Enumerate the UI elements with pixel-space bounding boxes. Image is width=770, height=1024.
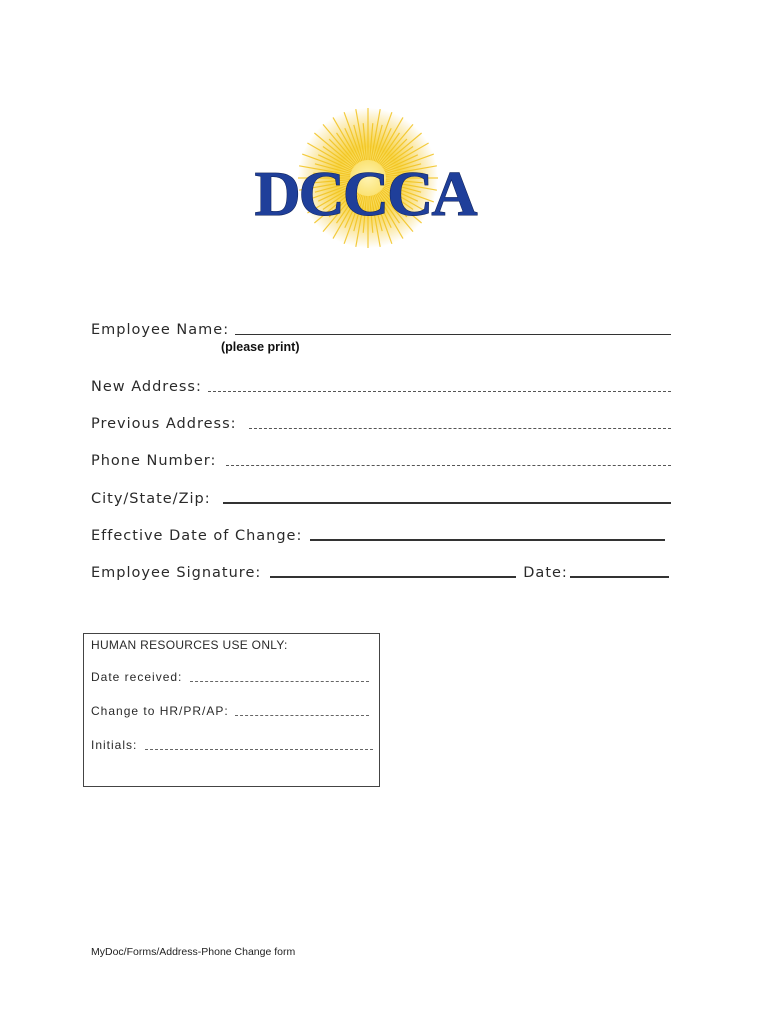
date-received-field[interactable] (190, 671, 369, 682)
employee-name-field[interactable] (235, 320, 671, 335)
city-state-zip-field[interactable] (223, 488, 671, 504)
employee-name-label: Employee Name: (91, 322, 230, 338)
date-label: Date: (523, 565, 568, 581)
effective-date-row (91, 525, 665, 544)
city-state-zip-row (91, 488, 671, 507)
change-to-label: Change to HR/PR/AP: (91, 704, 229, 718)
phone-number-field[interactable] (226, 451, 671, 466)
change-to-field[interactable] (235, 705, 369, 716)
employee-signature-label: Employee Signature: (91, 565, 262, 581)
hr-use-only-box (83, 633, 380, 787)
new-address-row (91, 377, 671, 395)
hr-box-title: HUMAN RESOURCES USE ONLY: (91, 638, 288, 652)
change-to-row (91, 704, 369, 718)
new-address-field[interactable] (208, 377, 671, 392)
phone-number-row (91, 451, 671, 469)
phone-number-label: Phone Number: (91, 453, 217, 469)
previous-address-row (91, 414, 671, 432)
employee-signature-field[interactable] (270, 562, 516, 578)
initials-field[interactable] (145, 739, 373, 750)
initials-row (91, 738, 373, 752)
initials-label: Initials: (91, 738, 138, 752)
city-state-zip-label: City/State/Zip: (91, 491, 211, 507)
previous-address-field[interactable] (249, 414, 671, 429)
date-received-row (91, 670, 369, 684)
employee-name-row (91, 320, 671, 338)
date-received-label: Date received: (91, 670, 183, 684)
logo-text: DCCCA (254, 158, 476, 229)
employee-name-hint: (please print) (221, 340, 300, 354)
date-field[interactable] (570, 562, 669, 578)
effective-date-field[interactable] (310, 525, 665, 541)
effective-date-label: Effective Date of Change: (91, 528, 303, 544)
dccca-logo (250, 100, 480, 260)
footer-path: MyDoc/Forms/Address-Phone Change form (91, 946, 296, 958)
new-address-label: New Address: (91, 379, 202, 395)
previous-address-label: Previous Address: (91, 416, 237, 432)
signature-row (91, 562, 669, 581)
